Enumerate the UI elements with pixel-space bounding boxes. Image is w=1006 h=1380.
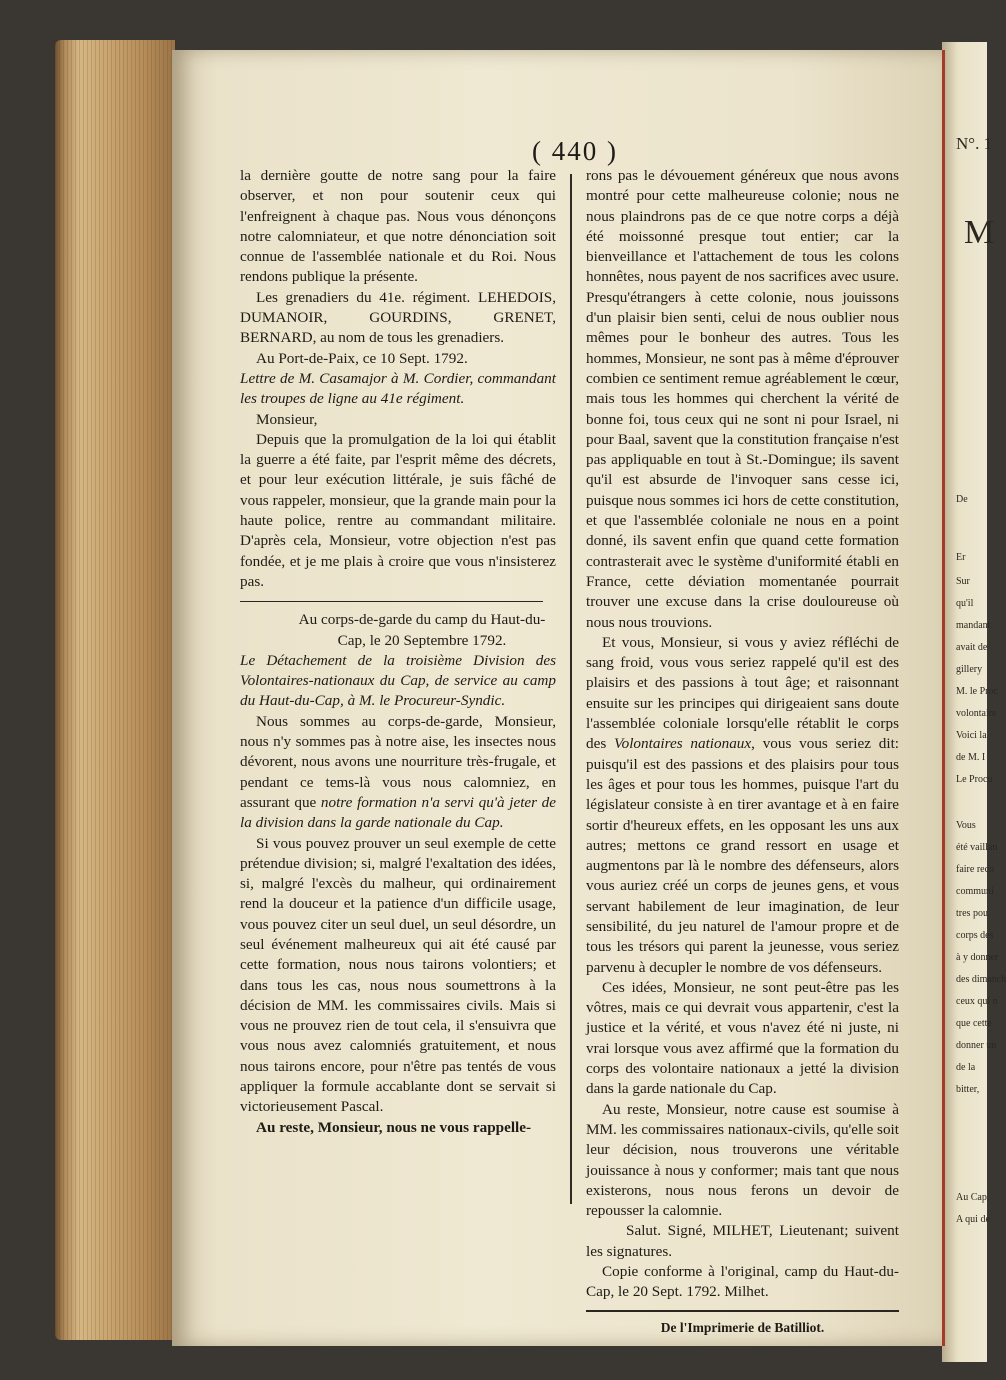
signature-line: Salut. Signé, MILHET, Lieutenant; suivent les signatures. <box>586 1222 899 1260</box>
paragraph-text: Et vous, Monsieur, si vous y aviez réfléchi de sang froid, vous vous seriez rappelé qu'il est des plaisirs et des passions à tout âge; et raisonnant ensuite sur les principes qui dirigeaient sans doute l'assemblée coloniale lorsqu'elle rétablit le corps des <box>586 633 899 753</box>
column-divider <box>570 174 572 1204</box>
facing-text: été vaillan <box>956 842 998 853</box>
paragraph: Ces idées, Monsieur, ne sont peut-être pas les vôtres, mais ce qui devrait vous appartenir, c'est la justice et la vérité, et vous n'avez été ni juste, ni vrai lorsque vous avez affirmé que la formation du corps des volontaire nationaux a jetté la division dans la garde nationale du Cap. <box>586 978 899 1098</box>
facing-text: bitter, <box>956 1084 980 1095</box>
facing-text: A qui de <box>956 1214 990 1225</box>
facing-text: qu'il <box>956 598 974 609</box>
quoted-text: notre formation n'a servi qu'à jeter de la division dans la garde nationale du Cap. <box>240 793 557 832</box>
facing-text: gillery <box>956 664 983 675</box>
facing-text: avait de <box>956 642 988 653</box>
imprint: De l'Imprimerie de Batilliot. <box>660 1319 825 1335</box>
facing-text: De <box>956 494 968 505</box>
paragraph: Depuis que la promulgation de la loi qui établit la guerre a été faite, par l'esprit même des décrets, et pour leur exécution littérale, je suis fâché de vous rappeler, monsieur, que la grande main pour la haute police, rentre au commandant militaire. D'après cela, Monsieur, votre objection n'est pas fondée, et je me plais à croire que vous n'insisterez pas. <box>240 430 556 590</box>
facing-text: M <box>964 214 995 251</box>
facing-page-fragment <box>942 42 1006 1362</box>
section-divider <box>240 601 543 602</box>
facing-text: Le Procu <box>956 774 993 785</box>
facing-text: ceux qui n <box>956 996 998 1007</box>
salutation: Monsieur, <box>256 410 318 428</box>
facing-text: volontaire <box>956 708 997 719</box>
facing-text: Er <box>956 552 966 563</box>
facing-text: Sur <box>956 576 970 587</box>
paragraph <box>586 633 899 978</box>
facing-text: M. le Proc <box>956 686 998 697</box>
book-page-edges <box>55 40 175 1340</box>
facing-text: à y donner <box>956 952 999 963</box>
heading-place: Au corps-de-garde du camp du Haut-du-Cap, le 20 Septembre 1792. <box>298 611 546 649</box>
place-date: Au Port-de-Paix, ce 10 Sept. 1792. <box>256 349 468 367</box>
facing-text: Voici la <box>956 730 987 741</box>
italic-text: Volontaires nationaux <box>614 735 752 753</box>
facing-text: de M. I <box>956 752 986 763</box>
paragraph <box>240 712 556 834</box>
copy-note: Copie conforme à l'original, camp du Haut-du-Cap, le 20 Sept. 1792. Milhet. <box>586 1263 899 1301</box>
paragraph: rons pas le dévouement généreux que nous avons montré pour cette malheureuse colonie; nous ne nous plaindrons pas de ce que notre corps a déjà été moissonné presque tout entier; car la bienveillance et l'attachement de tous les colons honnêtes, nous payent de nos sacrifices avec usure. Presqu'étrangers à cette colonie, nous jouissons d'un plaisir bien senti, celui de nous oublier nous mêmes pour le bonheur des autres. Tous les hommes, Monsieur, ne sont pas à même d'éprouver combien ce sentiment remue agréablement le cœur, mais tous les hommes qui cherchent la vérité de bonne foi, tous ceux qui ne sont ni pour Israel, ni pour Baal, savent que la constitution française n'est pas appliquable en tout à St.-Domingue; ils savent qu'il est absurde de l'invoquer sans cesse ici, puisque nous sommes ici hors de cette constitution, et que l'assemblée coloniale ne nous en a point donné, ils savent enfin que quand cette formation contrasterait avec le système d'uniformité établi en France, cette déviation momentanée pourrait trouver une excuse dans la crise douloureuse où nous nous trouvions. <box>586 167 899 631</box>
paragraph: Au reste, Monsieur, notre cause est soumise à MM. les commissaires nationaux-civils, qu'elle soit leur décision, nous trouverons une véritable jouissance à nous y conformer; mais tant que nous existerons, nous nous ferons un devoir de repousser la calomnie. <box>586 1100 899 1220</box>
right-column <box>586 166 899 1338</box>
facing-text: de la <box>956 1062 976 1073</box>
letter-title: Lettre de M. Casamajor à M. Cordier, commandant les troupes de ligne au 41e régiment. <box>240 369 556 408</box>
heading-title: Le Détachement de la troisième Division des Volontaires-nationaux du Cap, de service au camp du Haut-du-Cap, à M. le Procureur-Syndic. <box>240 651 556 710</box>
end-rule <box>586 1310 899 1312</box>
paragraph-text: Nous sommes au corps-de-garde, Monsieur, nous n'y sommes pas à notre aise, les insectes nous dévorent, nous avons une nourriture très-frugale, et pendant ce tems-là vous nous calomniez, en assurant que <box>240 712 556 811</box>
facing-text: mandant <box>956 620 991 631</box>
paragraph-text: , vous vous seriez dit: puisqu'il est des passions et des plaisirs pour tous les âges et pour tous les hommes, puisque l'art du législateur consiste à en tirer avantage et à en faire sortir d'heureux effets, en les opposant les uns aux autres; mettons ce grand ressort en usage et augmentons par là le nombre des défenseurs, alors vous auriez créé un corps de jeunes gens, et vous servant habilement de leur imagination, de leur sensibilité, du jeu naturel de l'amour propre et de tous les trésors qui parent la jeunesse, vous seriez parvenu à decupler le nombre de vos défenseurs. <box>586 735 900 976</box>
catchline: Au reste, Monsieur, nous ne vous rappelle- <box>256 1118 532 1136</box>
facing-text: donner un <box>956 1040 997 1051</box>
paragraph: la dernière goutte de notre sang pour la faire observer, et non pour soutenir ceux qui l'enfreignent à chaque pas. Nous vous dénonçons notre calomniateur, et que notre dénonciation soit connue de l'assemblée nationale et du Roi. Nous rendons publique la présente. <box>240 167 556 286</box>
facing-text: Vous <box>956 820 976 831</box>
signers: Les grenadiers du 41e. régiment. LEHEDOIS, DUMANOIR, GOURDINS, GRENET, BERNARD, au nom de tous les grenadiers. <box>240 288 556 347</box>
facing-text: corps des <box>956 930 994 941</box>
facing-text: tres pou <box>956 908 988 919</box>
facing-text: N°. 1 <box>956 134 993 153</box>
facing-text: Au Cap, <box>956 1192 990 1203</box>
facing-text: que cette <box>956 1018 992 1029</box>
paragraph: Si vous pouvez prouver un seul exemple de cette prétendue division; si, malgré l'exaltation des idées, si, malgré l'excès du malheur, qui ordinairement rend la douceur et la patience d'un difficile usage, vous pouvez citer un seul duel, un seul désordre, un seul événement malheureux qui ait été causé par cette formation, nous nous tairons volontiers; et dans tous les cas, nous nous soumettrons à la décision de MM. les commissaires civils. Mais si vous ne prouvez rien de tout cela, il s'ensuivra que vous nous avez calomniés gratuitement, et nous nous tairons encore, pour n'être pas tentés de vous appliquer la formule accablante dont se servait si victorieusement Pascal. <box>240 834 556 1116</box>
facing-text: des dimanch <box>956 974 1006 985</box>
left-column <box>240 166 556 1138</box>
facing-text: faire reco <box>956 864 995 875</box>
facing-text: communi <box>956 886 994 897</box>
facing-page-margin-line <box>942 50 945 1346</box>
page-number: ( 440 ) <box>532 136 618 166</box>
